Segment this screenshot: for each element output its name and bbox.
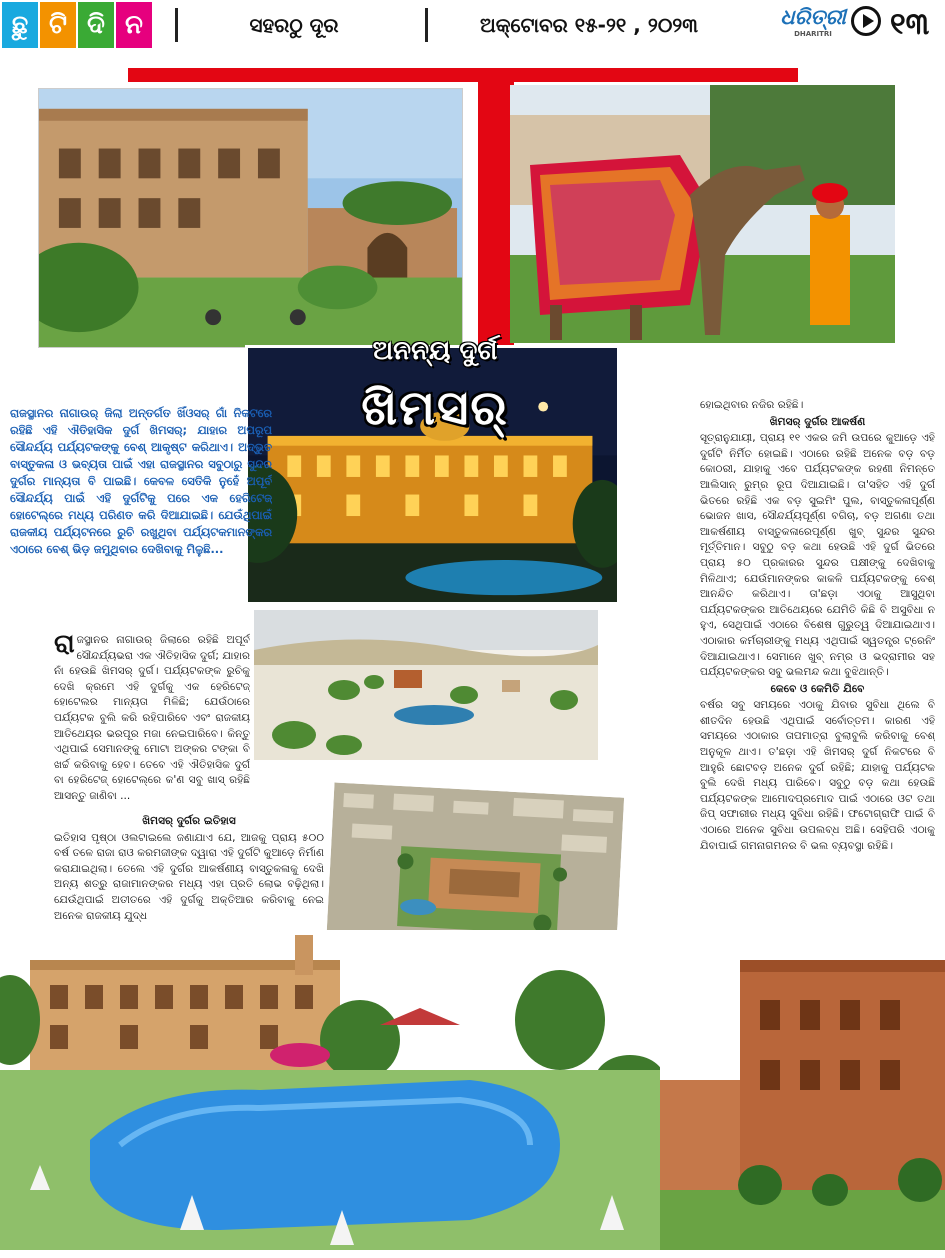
- issue-date: ଅକ୍ଟୋବର ୧୫-୨୧ , ୨୦୨୩: [425, 8, 750, 42]
- article-left-column-continued: [54, 813, 324, 925]
- headline-title: ଖିମସର୍‌: [361, 379, 509, 436]
- pool-panorama-photo: [0, 930, 945, 1250]
- red-frame-top: [128, 68, 798, 82]
- subheading-when-how: କେବେ ଓ କେମିତି ଯିବେ: [770, 682, 865, 695]
- desert-camp-photo: [254, 610, 598, 760]
- article-paragraph: [54, 633, 250, 805]
- section-title: ସହରଠୁ ଦୂର: [175, 8, 410, 42]
- brand-letter: ଛୁ: [2, 2, 38, 48]
- subheading-attractions: ଖିମସର୍ ଦୁର୍ଗର ଆକର୍ଷଣ: [769, 415, 866, 428]
- page-number: ୧୩: [890, 6, 930, 42]
- article-paragraph-when-how: ବର୍ଷର ସବୁ ସମୟରେ ଏଠାକୁ ଯିବାର ସୁବିଧା ଥିଲେ ବି ଶୀତଦିନ ହେଉଛି ଏଥିପାଇଁ ସର୍ବୋତ୍ତମ। କାରଣ ଏହି ସମୟରେ ଏଠାକାର ତାପମାତ୍ରା ବୁଲାବୁଲି କରିବାକୁ ବେଶ୍ ଅନୁକୂଳ ଥାଏ। ତ'ଛଡ଼ା ଏହି ଖିମସର୍ ଦୁର୍ଗ ନିକଟରେ ବି ଆହୁରି ଛୋଟବଡ଼ ଅନେକ ଦୁର୍ଗ ରହିଛି; ଯାହାକୁ ପର୍ଯ୍ୟଟକ ବୁଲି ଦେଖି ମଧ୍ୟ ପାରିବେ। ସବୁଠୁ ବଡ଼ କଥା ହେଉଛି ପର୍ଯ୍ୟଟକଙ୍କ ଆମୋଦପ୍ରମୋଦ ପାଇଁ ଏଠାରେ ଓଟ ତଥା ଜିପ୍ ସଫାରୀର ମଧ୍ୟ ସୁବିଧା ରହିଛି। ଫଟୋଗ୍ରାଫି ପାଇଁ ବି ଏଠାରେ ଅନେକ ସୁବିଧା ଉପଲବ୍ଧ ଅଛି। ସେହିପରି ଏଠାକୁ ଯିବାପାଇଁ ଗମନାଗମନର ବି ଭଲ ବ୍ୟବସ୍ଥା ରହିଛି।: [700, 699, 935, 852]
- article-left-column: [54, 633, 250, 813]
- brand-letter: ନ: [116, 2, 152, 48]
- article-text: ଜସ୍ଥାନର ନାଗାଉର୍ ଜିଲାରେ ରହିଛି ଅପୂର୍ବ ସୌନ୍ଦର୍ଯ୍ୟଭରା ଏକ ଐତିହାସିକ ଦୁର୍ଗ; ଯାହାର ନାଁ ହେଉଛି ଖିମସର୍ ଦୁର୍ଗ। ପର୍ଯ୍ୟଟକଙ୍କ ରୁଚିକୁ ଦେଖି କ୍ରମେ ଏହି ଦୁର୍ଗକୁ ଏକ ହେରିଟେଜ୍ ହୋଟେଲର ମାନ୍ୟତା ମିଳିଛି; ଯେଉଁଠାରେ ପର୍ଯ୍ୟଟକ ବୁଲି କରି ରହିପାରିବେ ଏବଂ ରାଜକୀୟ ଆତିଥେୟର ଭରପୂର ମଜା ନେଇପାରିବେ। କିନ୍ତୁ ଏଥିପାଇଁ ସେମାନଙ୍କୁ ମୋଟା ଅଙ୍କର ଟଙ୍କା ବି ଖର୍ଚ୍ଚ କରିବାକୁ ହେବ। ତେବେ ଏହି ଐତିହାସିକ ଦୁର୍ଗ ବା ହେରିଟେଜ୍ ହୋଟେଲ୍‌ରେ କ'ଣ ସବୁ ଖାସ୍ ରହିଛି ଆସନ୍ତୁ ଜାଣିବା ...: [54, 634, 250, 802]
- article-continuation: ହୋଇଥିବାର ନଜିର ରହିଛି।: [700, 399, 804, 411]
- paper-name-sub: DHARITRI: [794, 30, 832, 38]
- fort-courtyard-photo: [38, 88, 463, 348]
- paper-name: [778, 4, 848, 44]
- brand-letter: ଦି: [78, 2, 114, 48]
- page-header: [0, 0, 945, 52]
- headline-kicker: ଅନନ୍ୟ ଦୁର୍ଗ: [372, 335, 498, 366]
- brand-letter: ଟି: [40, 2, 76, 48]
- drop-cap: ରା: [54, 633, 75, 659]
- paper-name-text: ଧରିତ୍ରୀ: [780, 5, 846, 29]
- article-right-column: [700, 398, 935, 913]
- decorated-camel-photo: [510, 85, 895, 343]
- play-icon: [851, 6, 881, 36]
- brand-logo: [2, 2, 152, 48]
- article-paragraph-history: ଇତିହାସ ପୃଷ୍ଠା ଓଲଟାଇଲେ ଜଣାଯାଏ ଯେ, ଆଜକୁ ପ୍ରାୟ ୫୦୦ ବର୍ଷ ତଳେ ରାଜା ରାଓ କରମଜୀଙ୍କ ଦ୍ୱାରା ଏହି ଦୁର୍ଗଟି କୁଆଡ଼େ ନିର୍ମାଣ କରାଯାଇଥିଲା। ତେଲେ ଏହି ଦୁର୍ଗର ଆକର୍ଷଣୀୟ ବାସ୍ତୁକଳାକୁ ଦେଖି ଅନ୍ୟ ଶତ୍ରୁ ରାଜାମାନଙ୍କର ମଧ୍ୟ ଏହା ପ୍ରତି ଲୋଭ ବଢ଼ିଥିଲା। ଯେଉଁଥିପାଇଁ ଅତୀତରେ ଏହି ଦୁର୍ଗକୁ ଅକ୍ତିଆର କରିବାକୁ ନେଇ ଅନେକ ରାଜକୀୟ ଯୁଦ୍ଧ: [54, 831, 324, 922]
- article-paragraph-attractions: ସୂତ୍ରାନୁଯାୟୀ, ପ୍ରାୟ ୧୧ ଏକର ଜମି ଉପରେ କୁଆଡ଼େ ଏହି ଦୁର୍ଗଟି ନିର୍ମିତ ହୋଇଛି। ଏଠାରେ ରହିଛି ଅନେକ ବଡ଼ ବଡ଼ କୋଠରୀ, ଯାହାକୁ ଏବେ ପର୍ଯ୍ୟଟକଙ୍କ ରହଣୀ ନିମନ୍ତେ ଆଲିସାନ୍ ରୁମ୍‌ର ରୂପ ଦିଆଯାଇଛି। ତା'ସହିତ ଏହି ଦୁର୍ଗ ଭିତରେ ରହିଛି ଏକ ବଡ଼ ସୁଇମିଂ ପୁଲ, ବାସ୍ତୁକଳାପୂର୍ଣ୍ଣ ଭୋଜନ ଖାସ, ସୌନ୍ଦର୍ଯ୍ୟପୂର୍ଣ୍ଣ ବଗିଚା, ବଡ଼ ଅଗଣା ତଥା ଆକର୍ଷଣୀୟ ବାସ୍ତୁକଳାରେପୂର୍ଣ୍ଣ ଖୁବ୍ ସୁନ୍ଦର ସୁନ୍ଦର ମୂର୍ତ୍ତିମାନ। ସବୁଠୁ ବଡ଼ କଥା ହେଉଛି ଏହି ଦୁର୍ଗ ଭିତରେ ପ୍ରାୟ ୫୦ ପ୍ରକାରର ସୁନ୍ଦର ପକ୍ଷୀଙ୍କୁ ଦେଖିବାକୁ ମିଳିଥାଏ; ଯେଉଁମାନଙ୍କର କାକଳି ପର୍ଯ୍ୟଟକଙ୍କୁ ବେଶ୍ ଆନନ୍ଦିତ କରିଥାଏ। ତା'ଛଡ଼ା ଏଠାକୁ ଆସୁଥିବା ପର୍ଯ୍ୟଟକଙ୍କର ଆତିଥେୟରେ ଯେମିତି କିଛି ବି ଅସୁବିଧା ନ ହୁଏ, ସେଥିପାଇଁ ଏଠାରେ ବିଶେଷ ଗୁରୁତ୍ୱ ଦିଆଯାଇଥାଏ। ଏଠାକାର କର୍ମଚାରୀଙ୍କୁ ମଧ୍ୟ ଏଥିପାଇଁ ସ୍ୱତନ୍ତ୍ର ଟ୍ରେନିଂ ଦିଆଯାଇଥାଏ। ସେମାନେ ଖୁବ୍ ନମ୍ର ଓ ଭଦ୍ରାମୀର ସହ ପର୍ଯ୍ୟଟକଙ୍କର ସବୁ ଭଲମନ୍ଦ କଥା ବୁଝିଥାନ୍ତି।: [700, 432, 935, 679]
- red-frame-divider: [478, 68, 514, 373]
- subheading-history: ଖିମସର୍ ଦୁର୍ଗର ଇତିହାସ: [142, 815, 236, 827]
- intro-paragraph: ରାଜସ୍ଥାନର ନାଗାଉର୍ ଜିଲା ଅନ୍ତର୍ଗତ ଖିଁଓସର୍ ଗାଁ ନିକଟରେ ରହିଛି ଏହି ଐତିହାସିକ ଦୁର୍ଗ ଖିମସର୍; ଯାହାର ଅପରୂପ ସୌନ୍ଦର୍ଯ୍ୟ ପର୍ଯ୍ୟଟକଙ୍କୁ ବେଶ୍ ଆକୃଷ୍ଟ କରିଥାଏ। ଅଦ୍ଭୁତ ବାସ୍ତୁକଳା ଓ ଭବ୍ୟତା ପାଇଁ ଏହା ରାଜସ୍ଥାନର ସବୁଠାରୁ ସୁନ୍ଦର ଦୁର୍ଗର ମାନ୍ୟତା ବି ପାଇଛି। କେବଳ ସେତିକି ନୁହେଁ ଅପୂର୍ବ ସୌନ୍ଦର୍ଯ୍ୟ ପାଇଁ ଏହି ଦୁର୍ଗଟିକୁ ପରେ ଏକ ହେରିଟେଜ୍ ହୋଟେଲ୍‌ରେ ମଧ୍ୟ ପରିଣତ କରି ଦିଆଯାଇଛି। ଯେଉଁଥିପାଇଁ ରାଜକୀୟ ପର୍ଯ୍ୟଟନରେ ରୁଚି ରଖୁଥିବା ପର୍ଯ୍ୟଟକମାନଙ୍କର ଏଠାରେ ବେଶ୍ ଭିଡ଼ ଜମୁଥିବାର ଦେଖିବାକୁ ମିଳୁଛି...: [10, 406, 272, 556]
